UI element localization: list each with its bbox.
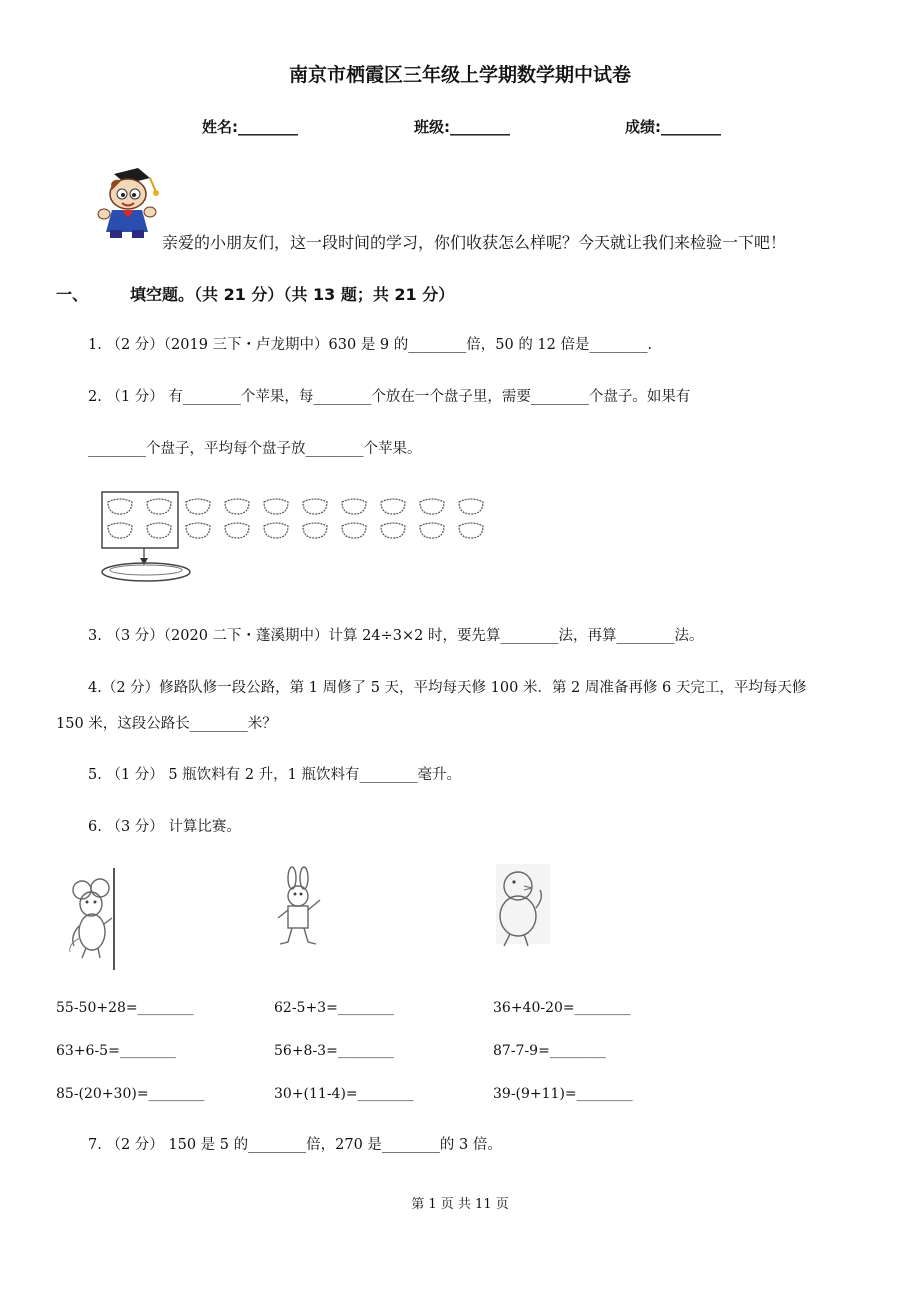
apple-group-box [102, 492, 178, 548]
mascot-illustration [92, 164, 164, 244]
apple-icon [186, 499, 210, 514]
mouse-figure [64, 866, 134, 972]
page-footer: 第 1 页 共 11 页 [411, 1197, 509, 1212]
apple-icon [264, 523, 288, 538]
arrow-head-icon [140, 558, 148, 565]
apple-icon [186, 523, 210, 538]
apple-icon [108, 523, 132, 538]
question-7: 7. （2 分） 150 是 5 的________倍，270 是________的 3 倍。 [88, 1137, 502, 1153]
apple-icon [225, 499, 249, 514]
calc-item: 30+(11-4)=________ [274, 1086, 414, 1102]
apple-icon [108, 499, 132, 514]
mouse-icon [64, 866, 134, 972]
apple-icon [342, 499, 366, 514]
name-field: 姓名:________ [202, 118, 298, 136]
apple-icon [420, 523, 444, 538]
section-number: 一、 [56, 285, 89, 304]
rabbit-icon [270, 866, 330, 950]
calc-item: 62-5+3=________ [274, 1000, 394, 1016]
question-2-line-2: ________个盘子，平均每个盘子放________个苹果。 [88, 441, 422, 457]
calc-item: 55-50+28=________ [56, 1000, 194, 1016]
page-title: 南京市栖霞区三年级上学期数学期中试卷 [288, 64, 631, 86]
calc-item: 36+40-20=________ [493, 1000, 631, 1016]
apple-icon [381, 523, 405, 538]
calc-item: 63+6-5=________ [56, 1043, 176, 1059]
apple-icon [459, 499, 483, 514]
apple-icon [459, 523, 483, 538]
apples-plate-svg [100, 490, 490, 590]
calc-item: 39-(9+11)=________ [493, 1086, 633, 1102]
rabbit-figure [270, 866, 330, 950]
question-4-line-1: 4.（2 分）修路队修一段公路，第 1 周修了 5 天，平均每天修 100 米．第 2 周准备再修 6 天完工，平均每天修 [88, 680, 807, 696]
greeting-text: 亲爱的小朋友们，这一段时间的学习，你们收获怎么样呢？今天就让我们来检验一下吧！ [162, 233, 787, 252]
question-2-line-1: 2. （1 分） 有________个苹果，每________个放在一个盘子里，需要________个盘子。如果有 [88, 389, 691, 405]
apples-plate-figure [100, 490, 490, 590]
apple-icon [264, 499, 288, 514]
apple-icon [420, 499, 444, 514]
chick-icon [488, 862, 554, 952]
score-field: 成绩:________ [625, 118, 721, 136]
chick-figure [488, 862, 554, 952]
apple-icon [303, 499, 327, 514]
question-3: 3. （3 分）（2020 二下・蓬溪期中）计算 24÷3×2 时，要先算________法，再算________法。 [88, 628, 704, 644]
plate-icon [102, 563, 190, 581]
apple-icon [303, 523, 327, 538]
class-field: 班级:________ [414, 118, 510, 136]
apple-icon [147, 523, 171, 538]
apple-icon [342, 523, 366, 538]
question-4-line-2: 150 米，这段公路长________米？ [56, 716, 277, 732]
plate-inner [110, 565, 182, 575]
apple-icon [225, 523, 249, 538]
apple-icon [147, 499, 171, 514]
section-heading: 填空题。（共 21 分）（共 13 题；共 21 分） [130, 285, 455, 304]
question-1: 1. （2 分）（2019 三下・卢龙期中）630 是 9 的________倍，50 的 12 倍是________. [88, 337, 653, 353]
calc-item: 85-(20+30)=________ [56, 1086, 205, 1102]
apple-icon [381, 499, 405, 514]
mascot-icon [92, 164, 164, 244]
question-6: 6. （3 分） 计算比赛。 [88, 819, 241, 835]
calc-item: 87-7-9=________ [493, 1043, 606, 1059]
calc-item: 56+8-3=________ [274, 1043, 394, 1059]
question-5: 5. （1 分） 5 瓶饮料有 2 升，1 瓶饮料有________毫升。 [88, 767, 461, 783]
